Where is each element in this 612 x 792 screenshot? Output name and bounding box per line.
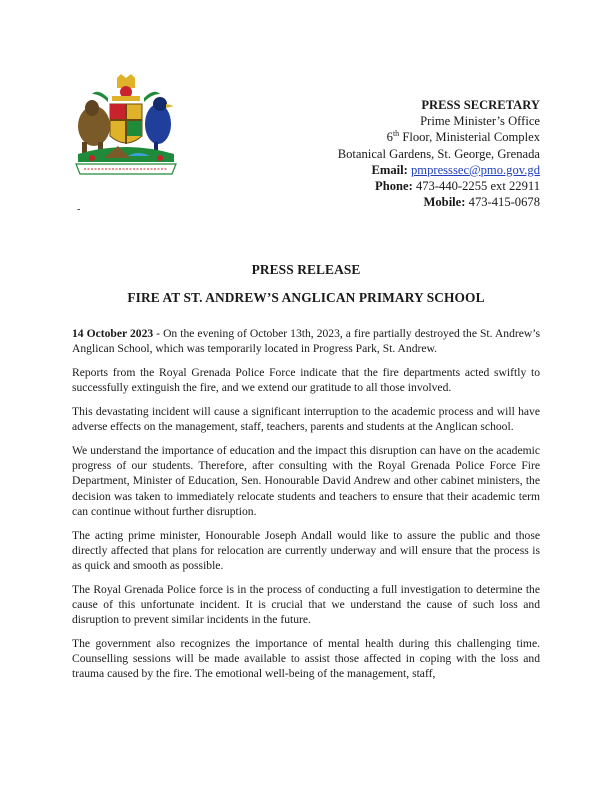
paragraph-7: The government also recognizes the importance of mental health during this challenging time. Counselling sessions will be made available to assist those affected in coping with the loss and trauma caused by the fire. The emotional well-being of the management, staff, [72, 637, 540, 681]
email-label: Email: [371, 162, 408, 177]
phone-number: 473-440-2255 ext 22911 [415, 179, 540, 194]
paragraph-1-text: - On the evening of October 13th, 2023, a fire partially destroyed the St. Andrew’s Anglican School, which was temporarily located in Progress Park, St. Andrew. [72, 327, 540, 356]
press-secretary-title: PRESS SECRETARY [421, 98, 540, 112]
paragraph-3: This devastating incident will cause a significant interruption to the academic process and will have adverse effects on the management, staff, teachers, parents and students at the Anglican school. [72, 405, 540, 434]
floor-number: 6 [386, 130, 393, 145]
phone-label: Phone: [375, 179, 413, 194]
floor-ordinal: th [392, 129, 400, 139]
mobile-label: Mobile: [423, 195, 466, 210]
floor-line [338, 129, 540, 145]
stray-mark: - [77, 204, 81, 215]
press-secretary-contact [338, 97, 540, 210]
paragraph-6: The Royal Grenada Police force is in the process of conducting a full investigation to determine the cause of this unfortunate incident. It is crucial that we understand the cause of such loss and disruption to prevent similar incidents in the future. [72, 582, 540, 627]
office-address: Botanical Gardens, St. George, Grenada [337, 146, 540, 161]
release-date: 14 October 2023 [72, 327, 154, 340]
email-line [338, 162, 540, 178]
office-name: Prime Minister’s Office [420, 114, 540, 129]
mobile-number: 473-415-0678 [468, 195, 540, 210]
email-link[interactable]: pmpresssec@pmo.gov.gd [410, 162, 540, 177]
paragraph-2: Reports from the Royal Grenada Police Force indicate that the fire departments acted swiftly to successfully extinguish the fire, and we extend our gratitude to all those involved. [72, 366, 540, 395]
mobile-line [338, 194, 540, 210]
paragraph-5: The acting prime minister, Honourable Joseph Andall would like to assure the public and those directly affected that plans for relocation are currently underway and will ensure that the process is as quick and smooth as possible. [72, 528, 540, 573]
press-release-body [72, 326, 540, 690]
grenada-coat-of-arms-icon [68, 74, 184, 182]
floor-rest: Floor, Ministerial Complex [399, 130, 540, 145]
paragraph-1 [72, 326, 540, 356]
press-release-label: PRESS RELEASE [251, 262, 361, 277]
press-release-title: FIRE AT ST. ANDREW’S ANGLICAN PRIMARY SCHOOL [127, 290, 485, 305]
phone-line [338, 178, 540, 194]
paragraph-4: We understand the importance of education and the impact this disruption can have on the academic progress of our students. Therefore, after consulting with the Royal Grenada Police Force Fire Department, Minister of Education, Sen. Honourable David Andrew and other cabinet ministers, the decision was taken to immediately relocate students and teachers to ensure that their academic term can continue without further disruption. [72, 444, 540, 518]
